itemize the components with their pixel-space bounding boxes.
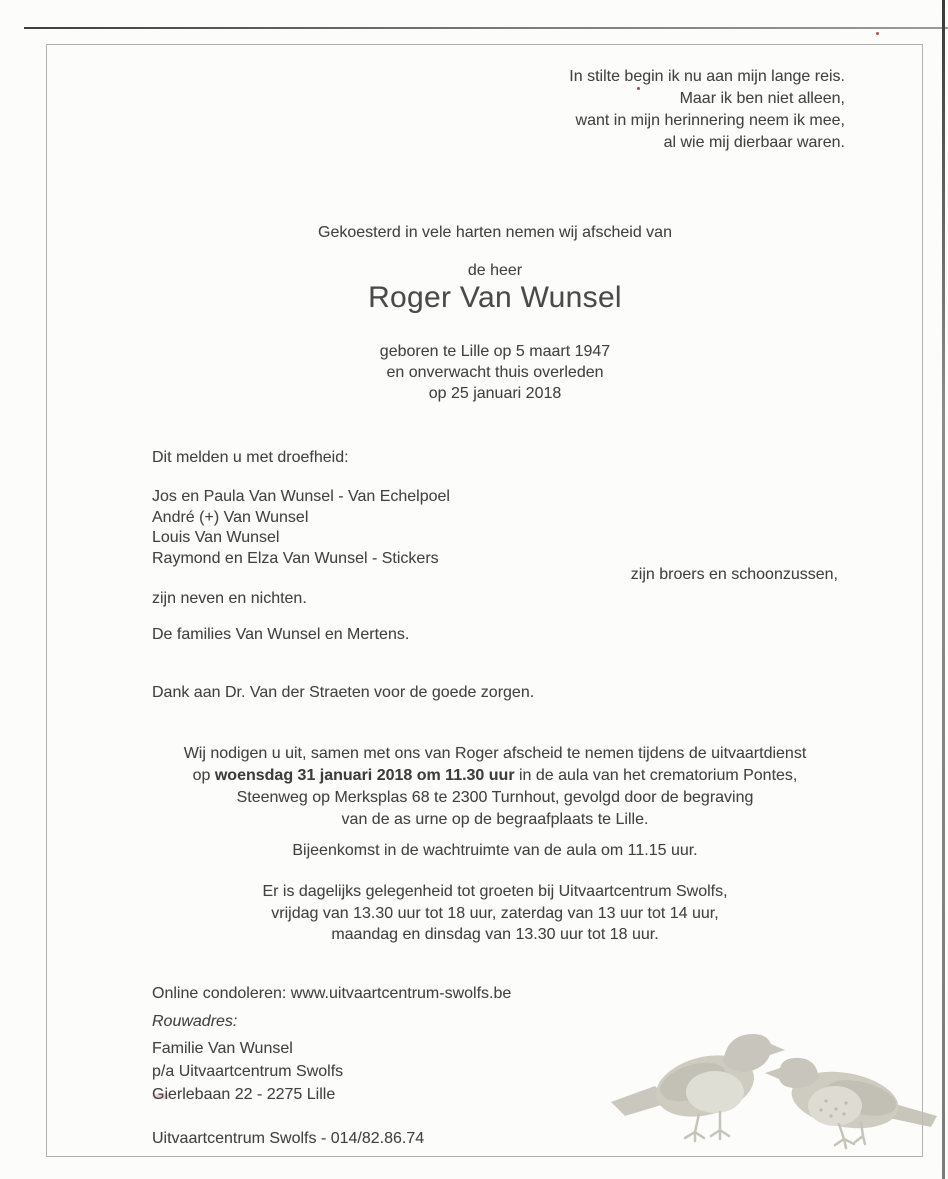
birth-line: geboren te Lille op 5 maart 1947 — [379, 343, 611, 360]
farewell-intro: Gekoesterd in vele harten nemen wij afscheid van — [318, 224, 672, 241]
invitation-line: van de as urne op de begraafplaats te Lille. — [341, 811, 649, 828]
address-line: Gierlebaan 22 - 2275 Lille — [152, 1086, 336, 1103]
visitation-line: Er is dagelijks gelegenheid tot groeten bij Uitvaartcentrum Swolfs, — [262, 883, 728, 900]
mourning-address — [152, 1037, 343, 1106]
death-date-line: op 25 januari 2018 — [428, 385, 562, 402]
poem-line: Maar ik ben niet alleen, — [679, 90, 845, 107]
scan-speck — [876, 32, 879, 35]
invitation-suffix: in de aula van het crematorium Pontes, — [514, 767, 798, 784]
relative-line: Raymond en Elza Van Wunsel - Stickers — [152, 549, 439, 567]
poem-line: In stilte begin ik nu aan mijn lange reis. — [569, 68, 845, 85]
scan-artifact-top-edge — [24, 27, 948, 29]
service-datetime: woensdag 31 januari 2018 om 11.30 uur — [214, 767, 515, 784]
visitation-info — [56, 881, 934, 946]
mourning-address-label: Rouwadres: — [152, 1013, 238, 1030]
address-line: Familie Van Wunsel — [152, 1040, 293, 1057]
poem-line: al wie mij dierbaar waren. — [663, 134, 845, 151]
invitation-line: Wij nodigen u uit, samen met ons van Roger afscheid te nemen tijdens de uitvaartdienst — [183, 745, 807, 762]
opening-poem — [569, 66, 845, 154]
poem-line: want in mijn herinnering neem ik mee, — [575, 112, 845, 129]
two-doves-watermark-icon — [607, 1026, 939, 1156]
relative-line: André (+) Van Wunsel — [152, 508, 309, 526]
online-condolences: Online condoleren: www.uitvaartcentrum-swolfs.be — [152, 985, 512, 1002]
invitation-line: Steenweg op Merksplas 68 te 2300 Turnhout, gevolgd door de begraving — [236, 789, 754, 806]
relatives-list — [152, 487, 450, 569]
relative-line: Jos en Paula Van Wunsel - Van Echelpoel — [152, 488, 450, 505]
gathering-line: Bijeenkomst in de wachtruimte van de aula om 11.15 uur. — [292, 842, 698, 859]
invitation-line — [56, 765, 934, 787]
invitation-prefix: op — [192, 767, 215, 784]
thanks-line: Dank aan Dr. Van der Straeten voor de goede zorgen. — [152, 684, 535, 701]
scan-artifact-right-edge — [942, 0, 945, 1179]
relative-line: Louis Van Wunsel — [152, 529, 280, 546]
address-line: p/a Uitvaartcentrum Swolfs — [152, 1063, 344, 1080]
deceased-name: Roger Van Wunsel — [368, 281, 622, 314]
death-line: en onverwacht thuis overleden — [386, 364, 604, 381]
notice-heading: Dit melden u met droefheid: — [152, 449, 349, 466]
dove-left-icon — [611, 1034, 785, 1141]
relation-brothers: zijn broers en schoonzussen, — [630, 566, 838, 583]
dove-right-icon — [765, 1058, 937, 1148]
funeral-home-footer: Uitvaartcentrum Swolfs - 014/82.86.74 — [152, 1130, 425, 1147]
service-invitation — [56, 743, 934, 831]
life-dates — [56, 341, 934, 404]
visitation-line: vrijdag van 13.30 uur tot 18 uur, zaterdag van 13 uur tot 14 uur, — [271, 904, 719, 922]
relation-cousins: zijn neven en nichten. — [152, 590, 307, 607]
families-line: De families Van Wunsel en Mertens. — [152, 626, 410, 643]
honorific: de heer — [467, 262, 523, 279]
visitation-line: maandag en dinsdag van 13.30 uur tot 18 uur. — [331, 926, 659, 943]
